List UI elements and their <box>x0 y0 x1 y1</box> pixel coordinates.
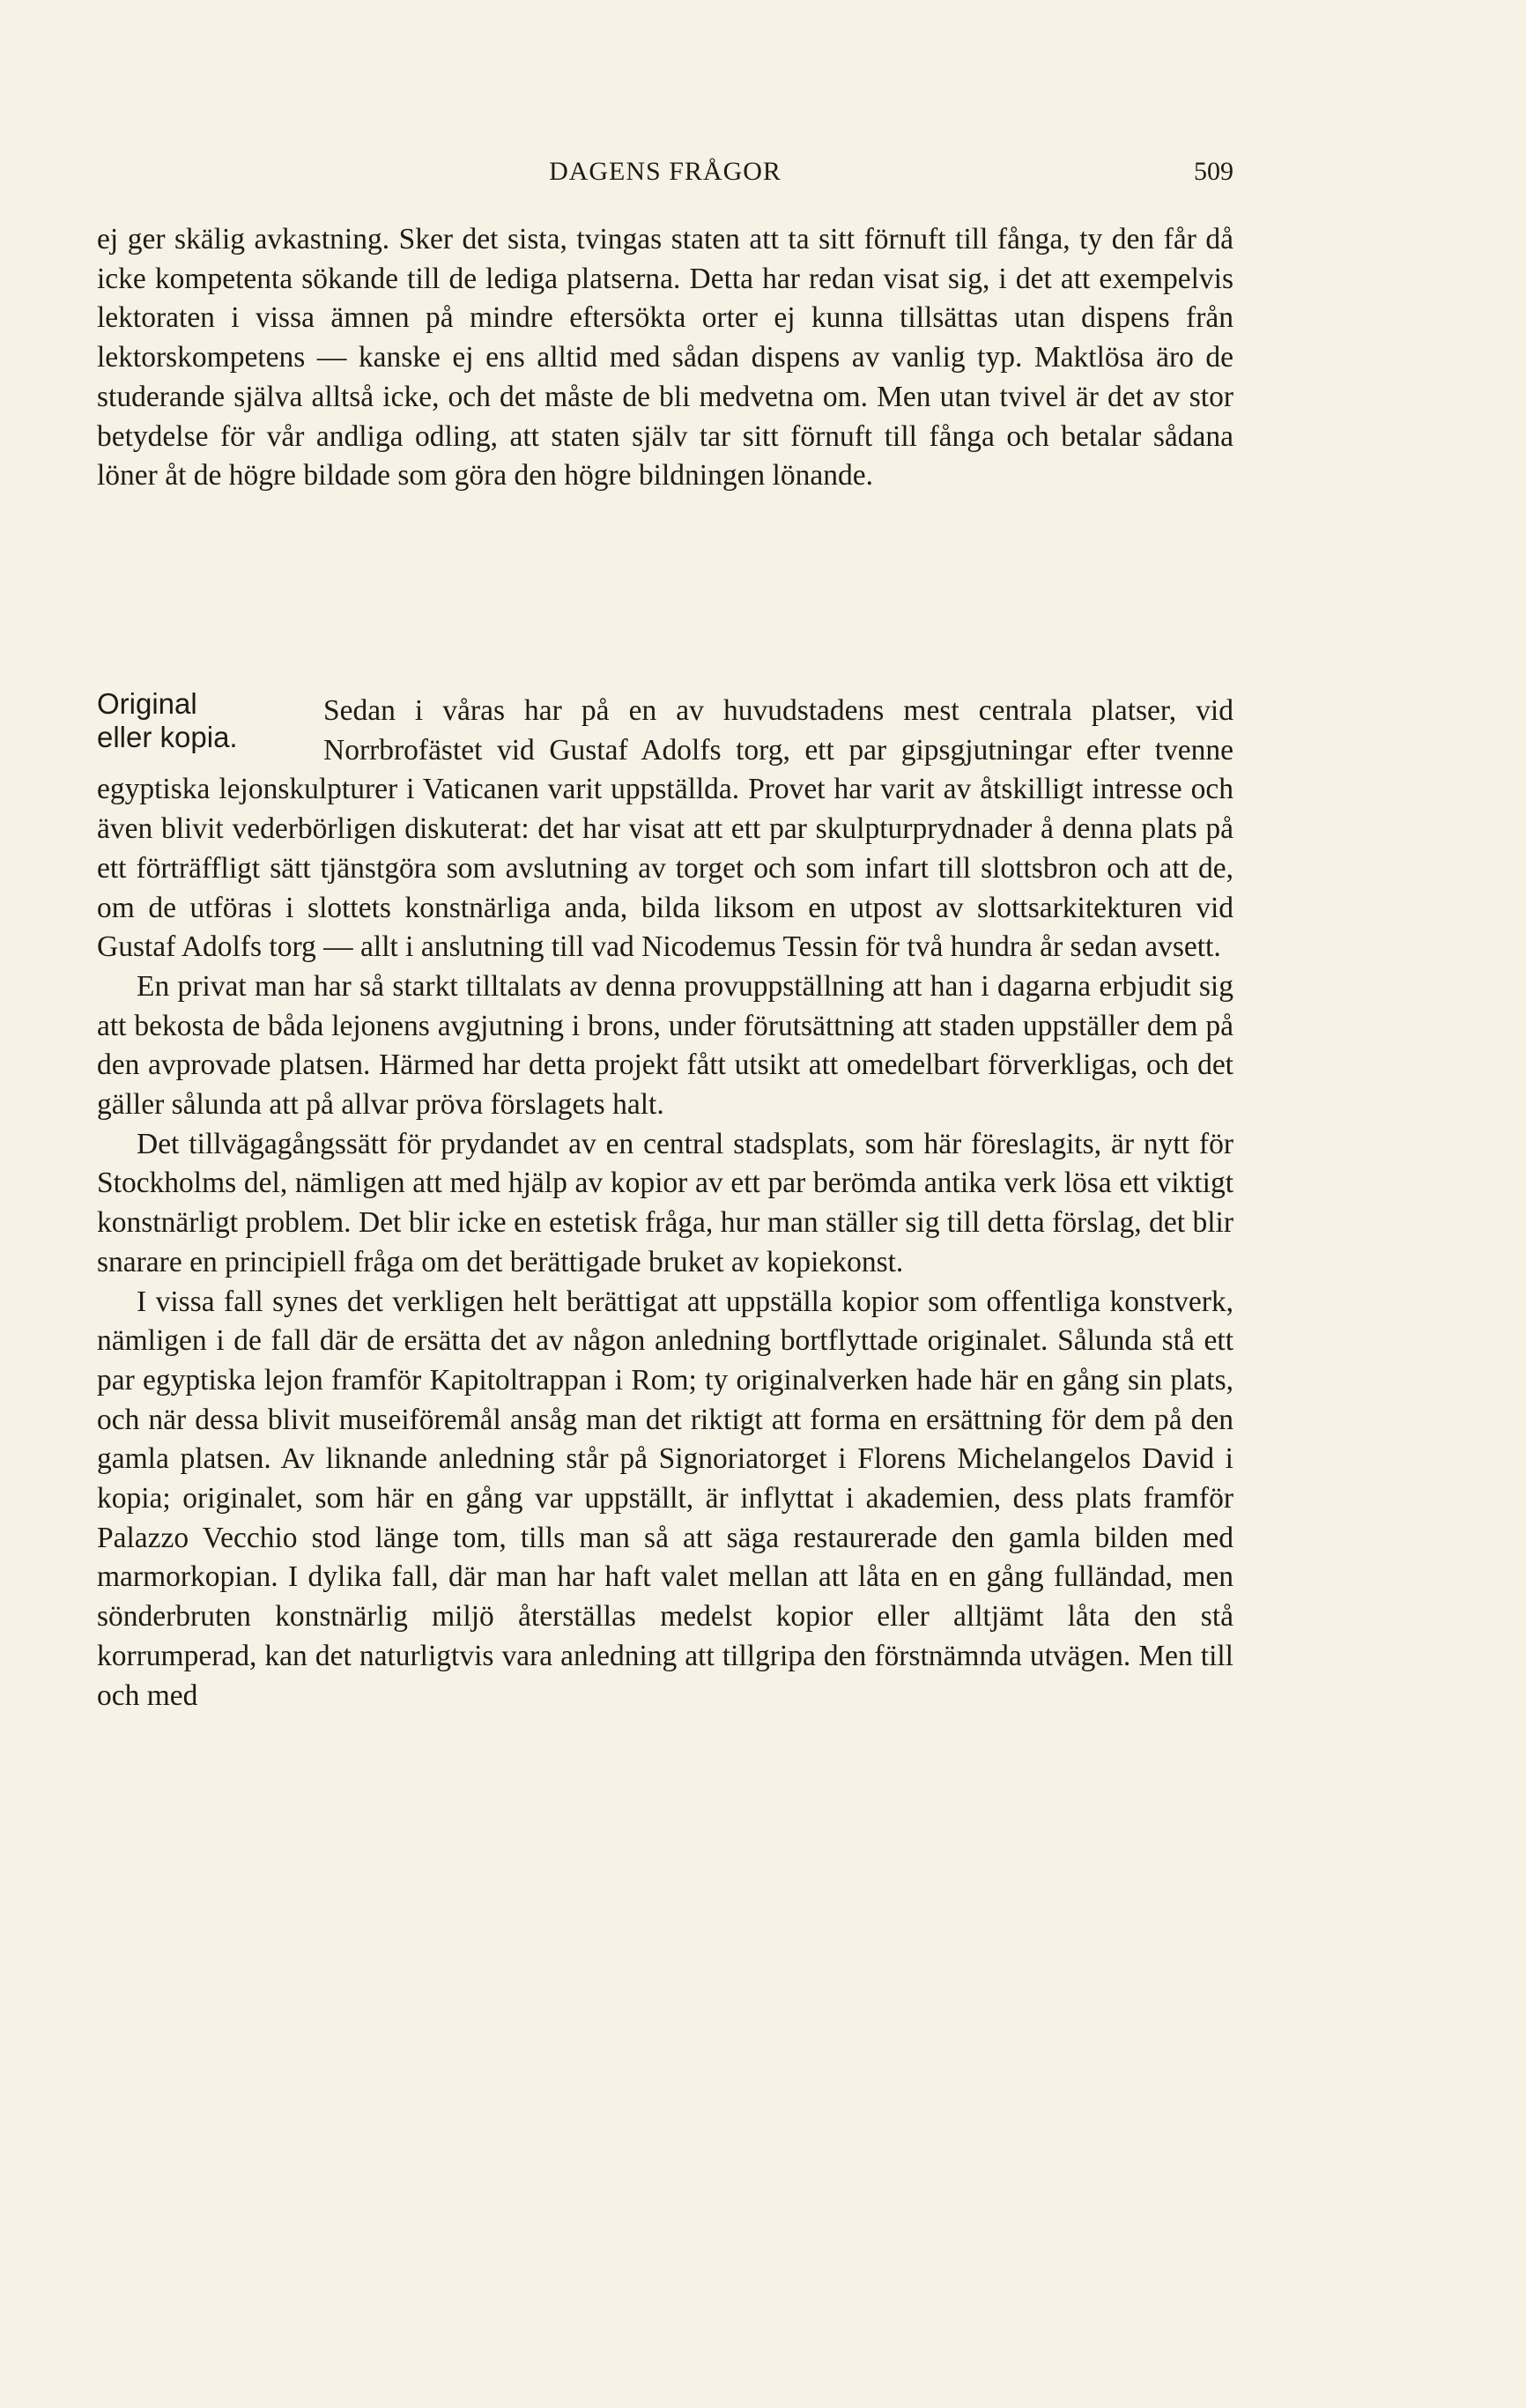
paragraph-continued <box>97 220 1233 496</box>
section-original-eller-kopia <box>97 687 1233 1715</box>
paragraph-5: I vissa fall synes det verkligen helt berättigat att uppställa kopior som offentliga konstverk, nämligen i de fall där de ersätta det av någon anledning bortflyttade originalet. Sålunda stå ett par egyptiska lejon framför Kapitoltrappan i Rom; ty originalverken hade här en gång sin plats, och när dessa blivit museiföremål ansåg man det riktigt att forma en ersättning för dem på den gamla platsen. Av liknande anledning står på Signoriatorget i Florens Michelangelos David i kopia; originalet, som här en gång var uppställt, är inflyttat i akademien, dess plats framför Palazzo Vecchio stod länge tom, tills man så att säga restaurerade den gamla bilden med marmorkopian. I dylika fall, där man har haft valet mellan att låta en en gång fulländad, men sönderbruten konstnärlig miljö återställas medelst kopior eller alltjämt låta den stå korrumperad, kan det naturligtvis vara anledning att tillgripa den förstnämnda utvägen. Men till och med <box>97 1285 1233 1712</box>
section-heading-line-2: eller kopia. <box>97 721 238 753</box>
page-number: 509 <box>1194 157 1233 186</box>
paragraph-1: ej ger skälig avkastning. Sker det sista, tvingas staten att ta sitt förnuft till fånga, ty den får då icke kompetenta sökande till de lediga platserna. Detta har redan visat sig, i det att exempelvis lektoraten i vissa ämnen på mindre eftersökta orter ej kunna tillsättas utan dispens från lektorskompetens — kanske ej ens alltid med sådan dispens av vanlig typ. Maktlösa äro de studerande själva alltså icke, och det måste de bli medvetna om. Men utan tvivel är det av stor betydelse för vår andliga odling, att staten själv tar sitt förnuft till fånga och betalar sådana löner åt de högre bildade som göra den högre bildningen lönande. <box>97 223 1233 493</box>
paragraph-4: Det tillvägagångssätt för prydandet av en central stadsplats, som här föreslagits, är nytt för Stockholms del, nämligen att med hjälp av kopior av ett par berömda antika verk lösa ett viktigt konstnärligt problem. Det blir icke en estetisk fråga, hur man ställer sig till detta förslag, det blir snarare en principiell fråga om det berättigade bruket av kopiekonst. <box>97 1127 1233 1278</box>
section-heading <box>97 687 295 754</box>
paragraph-3: En privat man har så starkt tilltalats av denna provuppställning att han i dagarna erbjudit sig att bekosta de båda lejonens avgjutning i brons, under förutsättning att staden uppställer dem på den avprovade platsen. Härmed har detta projekt fått utsikt att omedelbart förverkligas, och det gäller sålunda att på allvar pröva förslagets halt. <box>97 969 1233 1122</box>
page-header <box>97 157 1233 196</box>
running-head: DAGENS FRÅGOR <box>549 157 782 186</box>
section-heading-line-1: Original <box>97 687 197 720</box>
paragraph-2: Sedan i våras har på en av huvudstadens mest centrala platser, vid Norrbrofästet vid Gustaf Adolfs torg, ett par gipsgjutningar efter tvenne egyptiska lejonskulpturer i Vaticanen varit uppställda. Provet har varit av åtskilligt intresse och även blivit vederbörligen diskuterat: det har visat att ett par skulpturprydnader å denna plats på ett förträffligt sätt tjänstgöra som avslutning av torget och som infart till slottsbron och att de, om de utföras i slottets konstnärliga anda, bilda liksom en utpost av slottsarkitekturen vid Gustaf Adolfs torg — allt i anslutning till vad Nicodemus Tessin för två hundra år sedan avsett. <box>97 694 1233 964</box>
